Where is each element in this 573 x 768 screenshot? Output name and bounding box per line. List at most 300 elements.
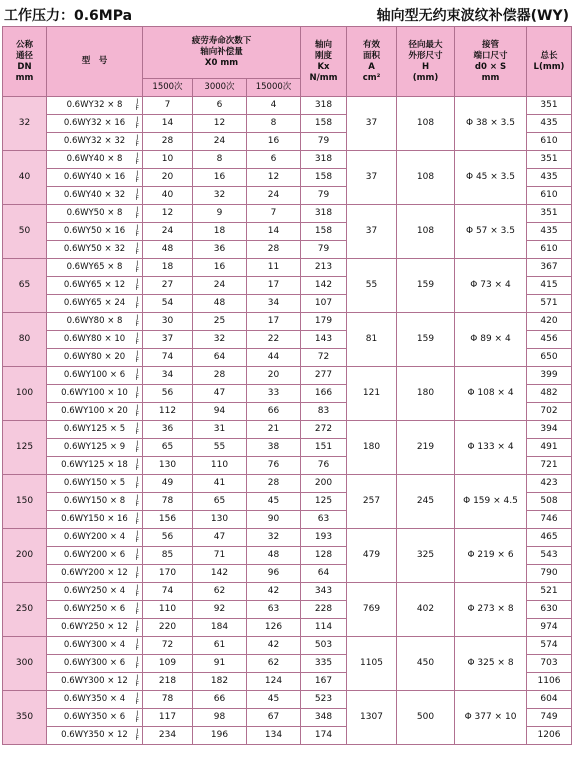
spec-table [2,26,572,745]
pipe-size-cell: Φ 325 × 8 [455,637,527,691]
length-cell: 435 [527,223,572,241]
model-name: 0.6WY32 × 16 [63,118,126,128]
model-cell [47,187,143,205]
cycles-15000-cell: 14 [247,223,301,241]
stiffness-cell: 158 [301,115,347,133]
jf-marker [136,458,139,472]
model-cell [47,97,143,115]
cycles-1500-cell: 40 [143,187,193,205]
outer-size-cell: 108 [397,97,455,151]
stiffness-cell: 64 [301,565,347,583]
length-cell: 465 [527,529,572,547]
area-cell: 81 [347,313,397,367]
cycles-15000-cell: 33 [247,385,301,403]
cycles-15000-cell: 28 [247,241,301,259]
cycles-3000-cell: 94 [193,403,247,421]
model-name: 0.6WY250 × 4 [63,586,126,596]
dn-cell: 100 [3,367,47,421]
jf-marker [136,278,139,292]
outer-size-cell: 108 [397,151,455,205]
cycles-15000-cell: 90 [247,511,301,529]
jf-f: F [135,645,139,652]
length-cell: 399 [527,367,572,385]
length-cell: 746 [527,511,572,529]
cycles-3000-cell: 184 [193,619,247,637]
length-cell: 521 [527,583,572,601]
cycles-3000-cell: 32 [193,187,247,205]
cycles-3000-cell: 98 [193,709,247,727]
model-cell [47,457,143,475]
stiffness-cell: 213 [301,259,347,277]
model-name: 0.6WY100 × 20 [61,406,128,416]
cycles-15000-cell: 12 [247,169,301,187]
stiffness-cell: 335 [301,655,347,673]
cycles-15000-cell: 45 [247,493,301,511]
length-cell: 610 [527,133,572,151]
spec-table-body [3,97,572,745]
cycles-3000-cell: 32 [193,331,247,349]
table-row [3,637,572,655]
jf-marker [136,494,139,508]
jf-marker [136,710,139,724]
jf-j: J [136,728,139,735]
cycles-1500-cell: 85 [143,547,193,565]
stiffness-cell: 79 [301,187,347,205]
jf-marker [136,638,139,652]
dn-cell: 125 [3,421,47,475]
pipe-size-cell: Φ 45 × 3.5 [455,151,527,205]
stiffness-cell: 318 [301,205,347,223]
pipe-size-cell: Φ 159 × 4.5 [455,475,527,529]
cycles-15000-cell: 134 [247,727,301,745]
jf-j: J [136,314,139,321]
cycles-1500-cell: 34 [143,367,193,385]
model-cell [47,295,143,313]
model-name: 0.6WY350 × 12 [61,730,128,740]
model-cell [47,169,143,187]
model-name: 0.6WY250 × 12 [61,622,128,632]
jf-marker [136,530,139,544]
model-name: 0.6WY80 × 8 [66,316,123,326]
length-cell: 610 [527,241,572,259]
length-cell: 1206 [527,727,572,745]
stiffness-cell: 179 [301,313,347,331]
model-name: 0.6WY65 × 24 [63,298,126,308]
dn-cell: 200 [3,529,47,583]
model-name: 0.6WY50 × 32 [63,244,126,254]
jf-marker [136,206,139,220]
jf-marker [136,728,139,742]
cycles-1500-cell: 7 [143,97,193,115]
pipe-size-cell: Φ 273 × 8 [455,583,527,637]
cycles-3000-cell: 48 [193,295,247,313]
stiffness-cell: 72 [301,349,347,367]
cycles-3000-cell: 47 [193,385,247,403]
model-name: 0.6WY200 × 4 [63,532,126,542]
model-cell [47,331,143,349]
cycles-1500-cell: 30 [143,313,193,331]
dn-cell: 40 [3,151,47,205]
stiffness-cell: 318 [301,97,347,115]
cycles-1500-cell: 65 [143,439,193,457]
jf-marker [136,296,139,310]
model-name: 0.6WY350 × 6 [63,712,126,722]
jf-j: J [136,188,139,195]
model-cell [47,547,143,565]
model-name: 0.6WY40 × 16 [63,172,126,182]
jf-f: F [135,609,139,616]
cycles-3000-cell: 64 [193,349,247,367]
cycles-1500-cell: 109 [143,655,193,673]
cycles-3000-cell: 130 [193,511,247,529]
model-name: 0.6WY40 × 8 [66,154,123,164]
model-name: 0.6WY350 × 4 [63,694,126,704]
cycles-15000-cell: 20 [247,367,301,385]
cycles-15000-cell: 76 [247,457,301,475]
cycles-3000-cell: 6 [193,97,247,115]
length-cell: 456 [527,331,572,349]
model-name: 0.6WY300 × 12 [61,676,128,686]
length-cell: 703 [527,655,572,673]
area-cell: 37 [347,151,397,205]
jf-j: J [136,224,139,231]
jf-j: J [136,350,139,357]
outer-size-cell: 325 [397,529,455,583]
model-name: 0.6WY150 × 5 [63,478,126,488]
jf-marker [136,566,139,580]
jf-j: J [136,692,139,699]
cycles-1500-cell: 156 [143,511,193,529]
model-name: 0.6WY300 × 6 [63,658,126,668]
cycles-1500-cell: 220 [143,619,193,637]
cycles-3000-cell: 9 [193,205,247,223]
jf-marker [136,440,139,454]
jf-f: F [135,357,139,364]
jf-j: J [136,548,139,555]
jf-j: J [136,98,139,105]
cycles-15000-cell: 17 [247,313,301,331]
length-cell: 974 [527,619,572,637]
length-cell: 351 [527,151,572,169]
length-cell: 702 [527,403,572,421]
model-cell [47,313,143,331]
cycles-1500-cell: 20 [143,169,193,187]
jf-j: J [136,134,139,141]
length-cell: 749 [527,709,572,727]
model-name: 0.6WY125 × 5 [63,424,126,434]
jf-j: J [136,170,139,177]
jf-marker [136,350,139,364]
jf-f: F [135,195,139,202]
stiffness-cell: 158 [301,223,347,241]
jf-f: F [135,591,139,598]
jf-j: J [136,332,139,339]
model-name: 0.6WY80 × 10 [63,334,126,344]
model-name: 0.6WY32 × 8 [66,100,123,110]
outer-size-cell: 450 [397,637,455,691]
jf-marker [136,386,139,400]
stiffness-cell: 143 [301,331,347,349]
cycles-15000-cell: 6 [247,151,301,169]
table-row [3,421,572,439]
length-cell: 351 [527,205,572,223]
cycles-3000-cell: 110 [193,457,247,475]
length-cell: 415 [527,277,572,295]
jf-j: J [136,422,139,429]
cycles-1500-cell: 130 [143,457,193,475]
jf-j: J [136,458,139,465]
stiffness-cell: 142 [301,277,347,295]
table-row [3,691,572,709]
cycles-1500-cell: 18 [143,259,193,277]
cycles-15000-cell: 8 [247,115,301,133]
model-cell [47,529,143,547]
model-name: 0.6WY100 × 10 [61,388,128,398]
stiffness-cell: 228 [301,601,347,619]
stiffness-cell: 107 [301,295,347,313]
cycles-3000-cell: 28 [193,367,247,385]
jf-f: F [135,663,139,670]
jf-f: F [135,411,139,418]
area-cell: 479 [347,529,397,583]
cycles-15000-cell: 48 [247,547,301,565]
cycles-15000-cell: 45 [247,691,301,709]
cycles-1500-cell: 12 [143,205,193,223]
jf-j: J [136,206,139,213]
cycles-3000-cell: 47 [193,529,247,547]
pipe-size-header: 接管 端口尺寸 d0 × S mm [455,27,527,97]
cycles-15000-cell: 4 [247,97,301,115]
jf-j: J [136,602,139,609]
area-cell: 55 [347,259,397,313]
jf-f: F [135,537,139,544]
length-header: 总长 L(mm) [527,27,572,97]
outer-size-cell: 402 [397,583,455,637]
cycles-1500-cell: 54 [143,295,193,313]
cycles-3000-cell: 196 [193,727,247,745]
jf-j: J [136,656,139,663]
dn-cell: 150 [3,475,47,529]
pipe-size-cell: Φ 108 × 4 [455,367,527,421]
outer-size-cell: 245 [397,475,455,529]
model-cell [47,439,143,457]
jf-marker [136,512,139,526]
jf-marker [136,548,139,562]
jf-marker [136,98,139,112]
stiffness-cell: 200 [301,475,347,493]
model-name: 0.6WY50 × 16 [63,226,126,236]
model-cell [47,655,143,673]
cycles-3000-cell: 16 [193,169,247,187]
area-cell: 180 [347,421,397,475]
jf-marker [136,422,139,436]
jf-j: J [136,512,139,519]
table-row [3,97,572,115]
area-cell: 769 [347,583,397,637]
cycles-15000-cell: 66 [247,403,301,421]
model-cell [47,385,143,403]
cycles-3000-header: 3000次 [193,79,247,97]
area-cell: 1307 [347,691,397,745]
cycles-1500-header: 1500次 [143,79,193,97]
model-cell [47,673,143,691]
jf-marker [136,476,139,490]
jf-marker [136,134,139,148]
outer-size-header: 径向最大 外形尺寸 H (mm) [397,27,455,97]
model-name: 0.6WY80 × 20 [63,352,126,362]
sheet-header [0,0,573,26]
model-name: 0.6WY300 × 4 [63,640,126,650]
length-cell: 508 [527,493,572,511]
jf-j: J [136,368,139,375]
cycles-3000-cell: 71 [193,547,247,565]
model-cell [47,709,143,727]
stiffness-cell: 76 [301,457,347,475]
jf-f: F [135,699,139,706]
model-name: 0.6WY150 × 8 [63,496,126,506]
jf-f: F [135,303,139,310]
cycles-1500-cell: 234 [143,727,193,745]
cycles-3000-cell: 182 [193,673,247,691]
stiffness-cell: 128 [301,547,347,565]
pipe-size-cell: Φ 377 × 10 [455,691,527,745]
jf-marker [136,368,139,382]
jf-j: J [136,242,139,249]
model-cell [47,691,143,709]
model-cell [47,133,143,151]
dn-cell: 80 [3,313,47,367]
cycles-1500-cell: 27 [143,277,193,295]
jf-j: J [136,404,139,411]
jf-marker [136,260,139,274]
table-row [3,313,572,331]
cycles-1500-cell: 10 [143,151,193,169]
model-name: 0.6WY125 × 9 [63,442,126,452]
table-row [3,529,572,547]
cycles-15000-cell: 16 [247,133,301,151]
table-row [3,583,572,601]
cycles-1500-cell: 14 [143,115,193,133]
pipe-size-cell: Φ 219 × 6 [455,529,527,583]
stiffness-cell: 63 [301,511,347,529]
model-header: 型 号 [47,27,143,97]
jf-f: F [135,123,139,130]
jf-f: F [135,393,139,400]
jf-f: F [135,627,139,634]
jf-marker [136,332,139,346]
length-cell: 351 [527,97,572,115]
cycles-1500-cell: 117 [143,709,193,727]
cycles-3000-cell: 18 [193,223,247,241]
cycles-3000-cell: 25 [193,313,247,331]
cycles-1500-cell: 36 [143,421,193,439]
cycles-15000-cell: 17 [247,277,301,295]
model-cell [47,601,143,619]
jf-marker [136,152,139,166]
cycles-3000-cell: 24 [193,277,247,295]
jf-f: F [135,501,139,508]
dn-cell: 32 [3,97,47,151]
jf-j: J [136,620,139,627]
model-cell [47,223,143,241]
jf-marker [136,242,139,256]
cycles-1500-cell: 24 [143,223,193,241]
cycles-3000-cell: 55 [193,439,247,457]
model-name: 0.6WY65 × 8 [66,262,123,272]
cycles-15000-cell: 38 [247,439,301,457]
cycles-3000-cell: 8 [193,151,247,169]
model-name: 0.6WY250 × 6 [63,604,126,614]
jf-f: F [135,339,139,346]
cycles-1500-cell: 110 [143,601,193,619]
model-cell [47,349,143,367]
table-row [3,475,572,493]
jf-marker [136,404,139,418]
length-cell: 435 [527,169,572,187]
cycles-15000-cell: 34 [247,295,301,313]
cycles-1500-cell: 74 [143,349,193,367]
outer-size-cell: 159 [397,313,455,367]
jf-j: J [136,260,139,267]
model-name: 0.6WY50 × 8 [66,208,123,218]
length-cell: 394 [527,421,572,439]
model-cell [47,727,143,745]
cycles-15000-cell: 32 [247,529,301,547]
area-cell: 37 [347,205,397,259]
model-name: 0.6WY150 × 16 [61,514,128,524]
stiffness-cell: 158 [301,169,347,187]
stiffness-cell: 272 [301,421,347,439]
jf-f: F [135,717,139,724]
jf-f: F [135,681,139,688]
cycles-15000-cell: 21 [247,421,301,439]
cycles-1500-cell: 56 [143,385,193,403]
product-title: 轴向型无约束波纹补偿器(WY) [376,8,569,24]
jf-j: J [136,278,139,285]
jf-marker [136,692,139,706]
jf-marker [136,314,139,328]
jf-f: F [135,465,139,472]
cycles-1500-cell: 28 [143,133,193,151]
cycles-3000-cell: 36 [193,241,247,259]
jf-j: J [136,152,139,159]
cycles-3000-cell: 12 [193,115,247,133]
jf-f: F [135,231,139,238]
length-cell: 610 [527,187,572,205]
jf-j: J [136,116,139,123]
dn-cell: 250 [3,583,47,637]
model-name: 0.6WY65 × 12 [63,280,126,290]
length-cell: 1106 [527,673,572,691]
model-name: 0.6WY200 × 12 [61,568,128,578]
jf-marker [136,170,139,184]
jf-j: J [136,476,139,483]
length-cell: 630 [527,601,572,619]
jf-f: F [135,321,139,328]
stiffness-cell: 167 [301,673,347,691]
length-cell: 543 [527,547,572,565]
stiffness-cell: 151 [301,439,347,457]
model-cell [47,277,143,295]
dn-header: 公称 通径 DN mm [3,27,47,97]
pipe-size-cell: Φ 89 × 4 [455,313,527,367]
jf-j: J [136,638,139,645]
cycles-3000-cell: 92 [193,601,247,619]
model-cell [47,151,143,169]
model-cell [47,367,143,385]
cycles-15000-header: 15000次 [247,79,301,97]
jf-marker [136,224,139,238]
